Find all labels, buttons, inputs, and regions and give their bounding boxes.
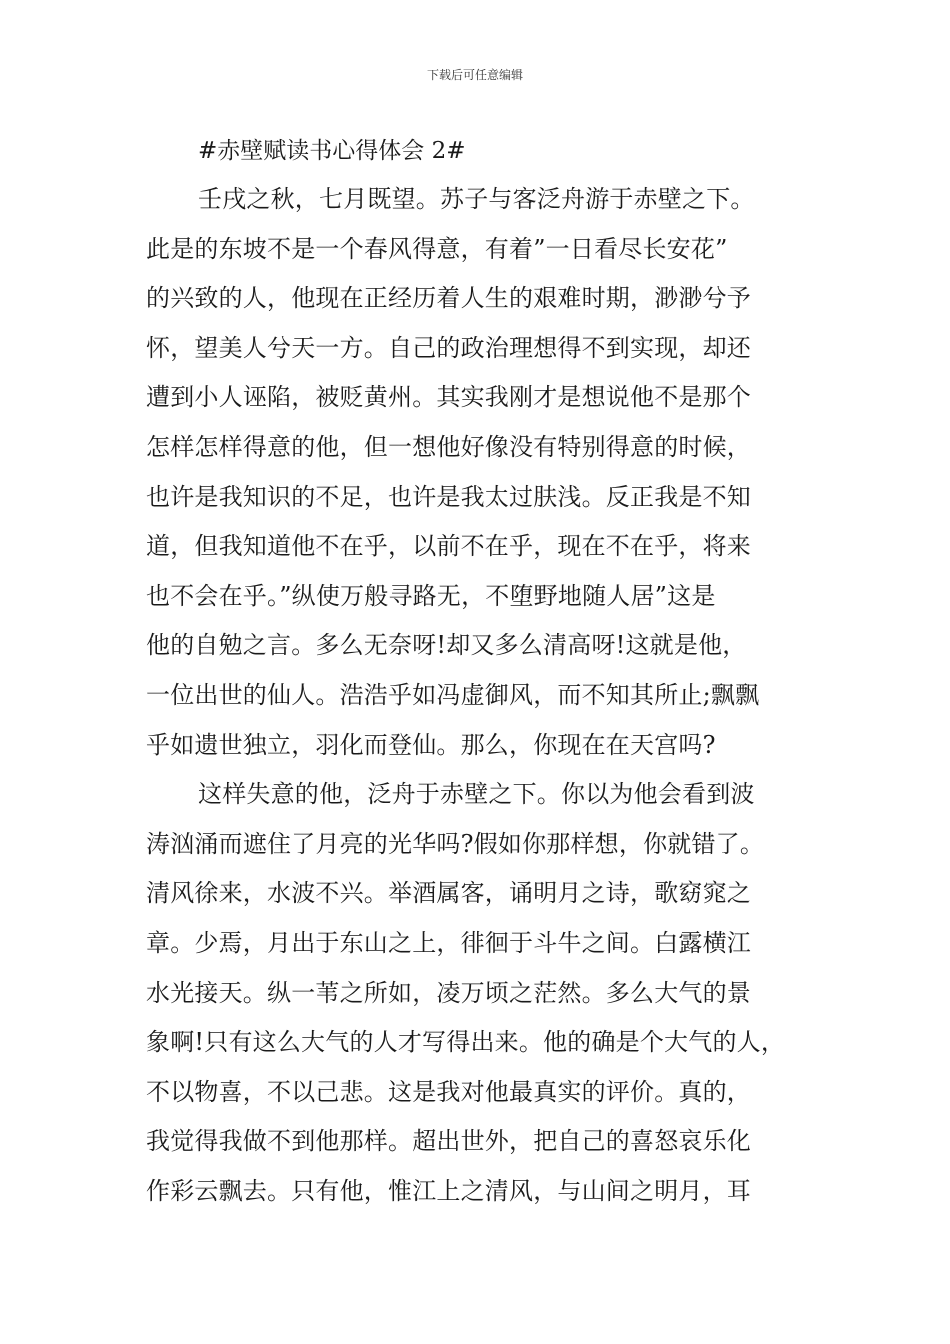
document-heading: #赤壁赋读书心得体会 2# <box>198 138 466 164</box>
paragraph-line: 乎如遗世独立，羽化而登仙。那么，你现在在天宫吗? <box>146 730 716 759</box>
paragraph-line: 涛汹涌而遮住了月亮的光华吗?假如你那样想，你就错了。 <box>146 829 765 858</box>
paragraph-line: 此是的东坡不是一个春风得意，有着”一日看尽长安花” <box>146 234 728 263</box>
document-body <box>146 128 818 1216</box>
paragraph-line: 也不会在乎。”纵使万般寻路无，不堕野地随人居”这是 <box>146 581 716 610</box>
paragraph-line: 一位出世的仙人。浩浩乎如冯虚御风，而不知其所止;飘飘 <box>146 680 760 709</box>
paragraph-line: 水光接天。纵一苇之所如，凌万顷之茫然。多么大气的景 <box>146 978 751 1007</box>
paragraph-line: 清风徐来，水波不兴。举酒属客，诵明月之诗，歌窈窕之 <box>146 879 751 908</box>
paragraph-line: 道，但我知道他不在乎，以前不在乎，现在不在乎，将来 <box>146 532 751 561</box>
paragraph-line: 壬戌之秋，七月既望。苏子与客泛舟游于赤壁之下。 <box>198 185 755 213</box>
paragraph-line: 不以物喜，不以己悲。这是我对他最真实的评价。真的， <box>146 1077 751 1106</box>
paragraph-line: 怀，望美人兮天一方。自己的政治理想得不到实现，却还 <box>146 333 751 362</box>
paragraph-line: 象啊!只有这么大气的人才写得出来。他的确是个大气的人， <box>146 1028 786 1057</box>
header-note: 下载后可任意编辑 <box>426 68 523 82</box>
paragraph-2 <box>146 770 818 1216</box>
paragraph-line: 的兴致的人，他现在正经历着人生的艰难时期，渺渺兮予 <box>146 284 751 313</box>
paragraph-line: 怎样怎样得意的他，但一想他好像没有特别得意的时候， <box>146 432 751 461</box>
paragraph-line: 遭到小人诬陷，被贬黄州。其实我刚才是想说他不是那个 <box>146 383 751 412</box>
paragraph-1 <box>146 175 818 770</box>
paragraph-line: 也许是我知识的不足，也许是我太过肤浅。反正我是不知 <box>146 482 751 511</box>
paragraph-line: 他的自勉之言。多么无奈呀!却又多么清高呀!这就是他， <box>146 631 747 660</box>
paragraph-line: 这样失意的他，泛舟于赤壁之下。你以为他会看到波 <box>198 780 755 809</box>
paragraph-line: 作彩云飘去。只有他，惟江上之清风，与山间之明月，耳 <box>146 1176 751 1205</box>
paragraph-line: 我觉得我做不到他那样。超出世外，把自己的喜怒哀乐化 <box>146 1127 751 1156</box>
paragraph-line: 章。少焉，月出于东山之上，徘徊于斗牛之间。白露横江 <box>146 928 751 957</box>
